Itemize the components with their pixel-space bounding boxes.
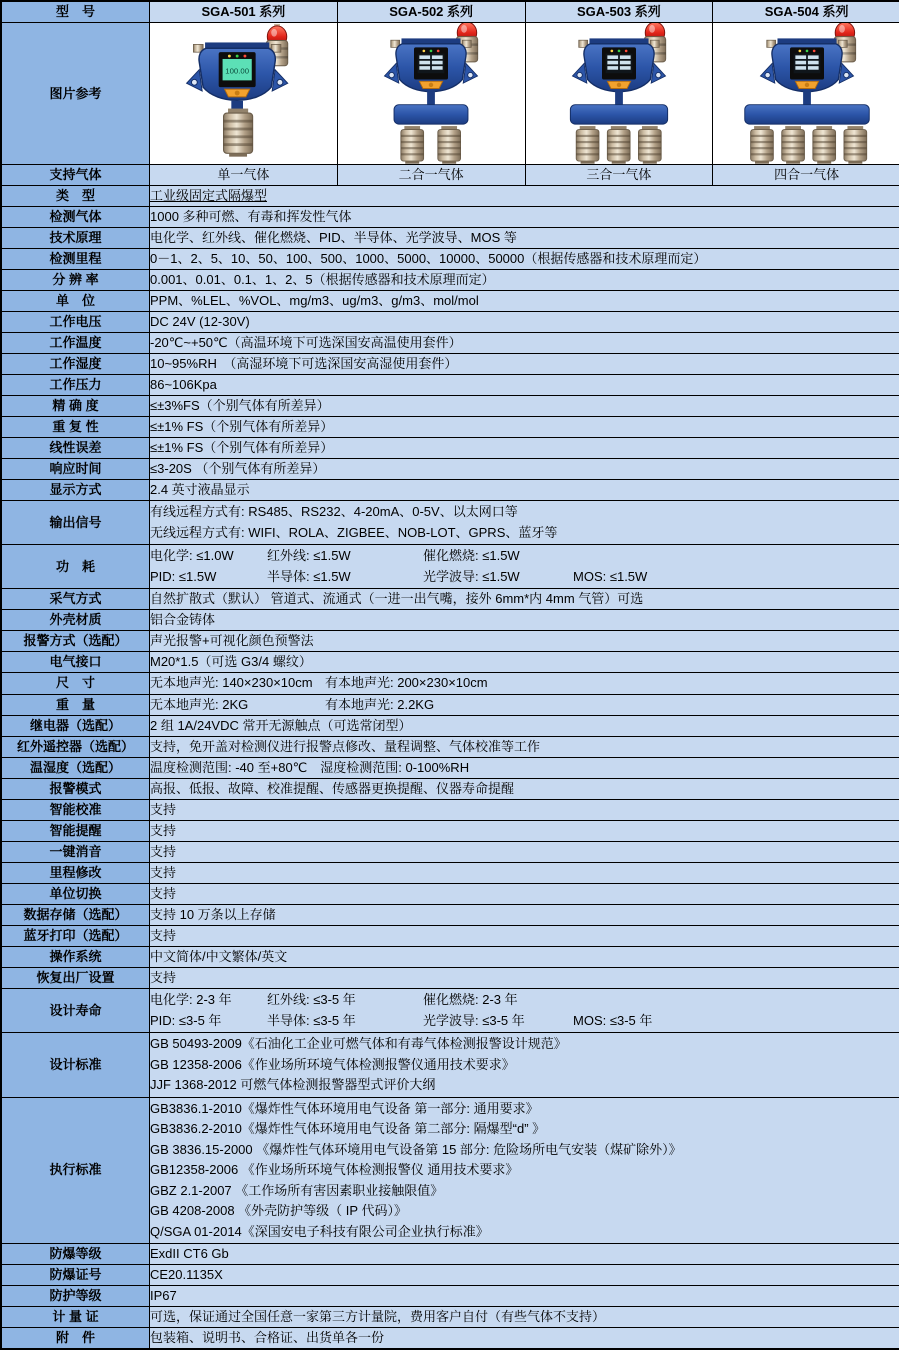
- spec-row: [2, 842, 899, 863]
- spec-row: [2, 186, 899, 207]
- supported-gas-row: [2, 165, 899, 186]
- spec-row: [2, 779, 899, 800]
- spec-value-text: 支持: [150, 970, 177, 985]
- spec-label: 恢复出厂设置: [2, 968, 150, 989]
- spec-label: 类 型: [2, 186, 150, 207]
- spec-label: 工作压力: [2, 375, 150, 396]
- spec-label: 工作电压: [2, 312, 150, 333]
- photo-cell-sga-503: [525, 23, 713, 165]
- spec-value-text: ExdII CT6 Gb: [150, 1246, 229, 1261]
- spec-value-text: 支持: [150, 886, 177, 901]
- spec-value-text: 自然扩散式（默认） 管道式、流通式（一进一出气嘴，接外 6mm*内 4mm 气管）可选: [150, 591, 644, 606]
- spec-label: 防爆证号: [2, 1265, 150, 1286]
- spec-value: [150, 1307, 899, 1328]
- spec-value: [150, 800, 899, 821]
- spec-row: [2, 333, 899, 354]
- spec-row: [2, 375, 899, 396]
- spec-row: [2, 884, 899, 905]
- spec-row: [2, 1328, 899, 1349]
- spec-row: [2, 652, 899, 673]
- spec-label: 重 复 性: [2, 417, 150, 438]
- spec-value-line: Q/SGA 01-2014《深国安电子科技有限公司企业执行标准》: [150, 1223, 489, 1239]
- spec-row: [2, 926, 899, 947]
- spec-value-item: PID: ≤1.5W: [150, 568, 217, 584]
- spec-label: 尺 寸: [2, 673, 150, 695]
- spec-row: [2, 589, 899, 610]
- spec-value: [150, 610, 899, 631]
- spec-row: [2, 1097, 899, 1244]
- spec-table: [1, 1, 899, 1349]
- spec-value-text: 支持，免开盖对检测仪进行报警点修改、量程调整、气体校准等工作: [150, 739, 541, 754]
- spec-value-line: GB 3836.15-2000 《爆炸性气体环境用电气设备第 15 部分: 危险场所电气安装（煤矿除外）》: [150, 1141, 682, 1157]
- spec-value: [150, 501, 899, 545]
- spec-row: [2, 863, 899, 884]
- spec-value: [150, 249, 899, 270]
- spec-value: [150, 589, 899, 610]
- spec-label: 防爆等级: [2, 1244, 150, 1265]
- spec-value-text: 0.001、0.01、0.1、1、2、5（根据传感器和技术原理而定）: [150, 272, 495, 287]
- spec-value-text: 工业级固定式隔爆型: [150, 188, 268, 203]
- spec-row: [2, 545, 899, 589]
- spec-row: [2, 1265, 899, 1286]
- spec-row: [2, 354, 899, 375]
- spec-value-text: -20℃~+50℃（高温环境下可选深国安高温使用套件）: [150, 335, 462, 350]
- spec-row: [2, 968, 899, 989]
- spec-label: 单位切换: [2, 884, 150, 905]
- spec-value-line: GB3836.1-2010《爆炸性气体环境用电气设备 第一部分: 通用要求》: [150, 1100, 539, 1116]
- spec-row: [2, 694, 899, 716]
- spec-value-text: 10~95%RH （高湿环境下可选深国安高湿使用套件）: [150, 356, 458, 371]
- spec-value-text: 铝合金铸体: [150, 612, 216, 627]
- spec-value-item: 无本地声光: 140×230×10cm: [150, 675, 313, 690]
- spec-value-text: 支持: [150, 865, 177, 880]
- spec-row: [2, 228, 899, 249]
- spec-label: 防护等级: [2, 1286, 150, 1307]
- spec-row: [2, 1286, 899, 1307]
- spec-row: [2, 947, 899, 968]
- spec-value-item: 催化燃烧: ≤1.5W: [423, 548, 520, 563]
- spec-value: [150, 694, 899, 716]
- spec-label: 分 辨 率: [2, 270, 150, 291]
- spec-value-line: GB12358-2006 《作业场所环境气体检测报警仪 通用技术要求》: [150, 1162, 519, 1177]
- spec-value: [150, 438, 899, 459]
- spec-label: 显示方式: [2, 480, 150, 501]
- spec-value-text: 支持: [150, 802, 177, 817]
- spec-row: [2, 249, 899, 270]
- device-image-sga-504: [714, 23, 899, 164]
- spec-label: 计 量 证: [2, 1307, 150, 1328]
- spec-row: [2, 480, 899, 501]
- spec-label: 蓝牙打印（选配）: [2, 926, 150, 947]
- spec-row: [2, 291, 899, 312]
- spec-label: 报警模式: [2, 779, 150, 800]
- spec-value-text: 电化学、红外线、催化燃烧、PID、半导体、光学波导、MOS 等: [150, 230, 517, 245]
- spec-label: 报警方式（选配）: [2, 631, 150, 652]
- spec-value-text: DC 24V (12-30V): [150, 314, 250, 329]
- spec-label: 里程修改: [2, 863, 150, 884]
- spec-row: [2, 1244, 899, 1265]
- model-header-sga-502: SGA-502 系列: [337, 2, 525, 23]
- spec-value-text: 0－1、2、5、10、50、100、500、1000、5000、10000、50000（根据传感器和技术原理而定）: [150, 251, 707, 266]
- spec-row: [2, 207, 899, 228]
- spec-value: [150, 863, 899, 884]
- spec-value: [150, 968, 899, 989]
- spec-value: [150, 270, 899, 291]
- spec-row: [2, 312, 899, 333]
- spec-label: 设计标准: [2, 1033, 150, 1098]
- spec-label: 继电器（选配）: [2, 716, 150, 737]
- spec-value-item: MOS: ≤1.5W: [573, 568, 648, 584]
- spec-row: [2, 1033, 899, 1098]
- spec-value: [150, 905, 899, 926]
- spec-value-line: GBZ 2.1-2007 《工作场所有害因素职业接触限值》: [150, 1182, 444, 1198]
- spec-value: [150, 207, 899, 228]
- spec-value-item: 有本地声光: 2.2KG: [325, 696, 435, 712]
- spec-row: [2, 438, 899, 459]
- spec-value: [150, 947, 899, 968]
- spec-value-item: PID: ≤3-5 年: [150, 1012, 222, 1028]
- model-row-label: 型 号: [2, 2, 150, 23]
- spec-value: [150, 758, 899, 779]
- spec-label: 数据存储（选配）: [2, 905, 150, 926]
- spec-row: [2, 631, 899, 652]
- spec-value-item: 红外线: ≤3-5 年: [267, 992, 356, 1007]
- spec-value: [150, 396, 899, 417]
- spec-value-text: 中文简体/中文繁体/英文: [150, 949, 288, 964]
- spec-value-item: 半导体: ≤1.5W: [267, 568, 351, 584]
- spec-label: 工作湿度: [2, 354, 150, 375]
- gas-value-sga-501: 单一气体: [150, 165, 338, 186]
- spec-row: [2, 417, 899, 438]
- spec-value-text: 高报、低报、故障、校准提醒、传感器更换提醒、仪器寿命提醒: [150, 781, 515, 796]
- device-image-sga-501: [150, 23, 336, 164]
- spec-label: 重 量: [2, 694, 150, 716]
- spec-value: [150, 354, 899, 375]
- spec-value: [150, 1244, 899, 1265]
- spec-value-text: 支持 10 万条以上存储: [150, 907, 276, 922]
- spec-value: [150, 1328, 899, 1349]
- spec-row: [2, 989, 899, 1033]
- spec-value: [150, 375, 899, 396]
- spec-value: [150, 631, 899, 652]
- spec-value-line: JJF 1368-2012 可燃气体检测报警器型式评价大纲: [150, 1077, 436, 1092]
- spec-label: 电气接口: [2, 652, 150, 673]
- spec-value-line: GB3836.2-2010《爆炸性气体环境用电气设备 第二部分: 隔爆型“d” 》: [150, 1121, 546, 1136]
- spec-label: 执行标准: [2, 1097, 150, 1244]
- spec-value: [150, 417, 899, 438]
- spec-value-text: 1000 多种可燃、有毒和挥发性气体: [150, 209, 352, 224]
- lcd-reading: 100.00: [225, 66, 250, 76]
- photo-cell-sga-502: [337, 23, 525, 165]
- spec-row: [2, 501, 899, 545]
- spec-label: 精 确 度: [2, 396, 150, 417]
- spec-value: [150, 673, 899, 695]
- spec-value-text: 支持: [150, 823, 177, 838]
- spec-value: [150, 545, 899, 589]
- spec-value: [150, 1286, 899, 1307]
- model-header-sga-503: SGA-503 系列: [525, 2, 713, 23]
- model-header-sga-501: SGA-501 系列: [150, 2, 338, 23]
- spec-label: 单 位: [2, 291, 150, 312]
- spec-label: 输出信号: [2, 501, 150, 545]
- spec-row: [2, 905, 899, 926]
- gas-value-sga-502: 二合一气体: [337, 165, 525, 186]
- spec-value-item: 半导体: ≤3-5 年: [267, 1012, 356, 1028]
- spec-label: 智能校准: [2, 800, 150, 821]
- spec-value-text: ≤±1% FS（个别气体有所差异）: [150, 440, 334, 455]
- spec-value-text: ≤3-20S （个别气体有所差异）: [150, 461, 326, 476]
- spec-value-text: ≤±3%FS（个别气体有所差异）: [150, 398, 330, 413]
- spec-value-line: GB 4208-2008 《外壳防护等级（ IP 代码）》: [150, 1203, 407, 1218]
- spec-value-item: 红外线: ≤1.5W: [267, 548, 351, 563]
- spec-row: [2, 396, 899, 417]
- model-header-sga-504: SGA-504 系列: [713, 2, 899, 23]
- spec-value: [150, 926, 899, 947]
- spec-value: [150, 291, 899, 312]
- spec-label: 智能提醒: [2, 821, 150, 842]
- spec-value: [150, 716, 899, 737]
- spec-value-text: ≤±1% FS（个别气体有所差异）: [150, 419, 334, 434]
- spec-label: 采气方式: [2, 589, 150, 610]
- spec-value-item: 光学波导: ≤3-5 年: [423, 1012, 525, 1028]
- spec-label: 线性误差: [2, 438, 150, 459]
- spec-label: 操作系统: [2, 947, 150, 968]
- spec-value-text: 包装箱、说明书、合格证、出货单各一份: [150, 1330, 385, 1345]
- spec-value: [150, 459, 899, 480]
- spec-value: [150, 333, 899, 354]
- spec-label: 技术原理: [2, 228, 150, 249]
- spec-value-item: 有本地声光: 200×230×10cm: [325, 675, 488, 690]
- spec-value-text: 温度检测范围: -40 至+80℃ 湿度检测范围: 0-100%RH: [150, 760, 470, 775]
- spec-value-item: 光学波导: ≤1.5W: [423, 568, 520, 584]
- spec-row: [2, 610, 899, 631]
- spec-value-item: 电化学: 2-3 年: [150, 992, 232, 1007]
- spec-value-item: 无本地声光: 2KG: [150, 696, 249, 712]
- spec-value-text: 支持: [150, 844, 177, 859]
- spec-value: [150, 228, 899, 249]
- spec-value: [150, 989, 899, 1033]
- gas-value-sga-504: 四合一气体: [713, 165, 899, 186]
- spec-row: [2, 758, 899, 779]
- spec-value: [150, 1033, 899, 1098]
- spec-value-line: 有线远程方式有: RS485、RS232、4-20mA、0-5V、以太网口等: [150, 504, 518, 519]
- photo-row-label: 图片参考: [2, 23, 150, 165]
- spec-value-item: 电化学: ≤1.0W: [150, 548, 234, 563]
- spec-value: [150, 737, 899, 758]
- gas-value-sga-503: 三合一气体: [525, 165, 713, 186]
- spec-label: 红外遥控器（选配）: [2, 737, 150, 758]
- spec-value: [150, 779, 899, 800]
- spec-label: 一键消音: [2, 842, 150, 863]
- spec-value-text: 2 组 1A/24VDC 常开无源触点（可选常闭型）: [150, 718, 412, 733]
- spec-value: [150, 1265, 899, 1286]
- spec-label: 检测里程: [2, 249, 150, 270]
- spec-label: 外壳材质: [2, 610, 150, 631]
- spec-row: [2, 821, 899, 842]
- photo-cell-sga-501: [150, 23, 338, 165]
- spec-label: 工作温度: [2, 333, 150, 354]
- spec-row: [2, 673, 899, 695]
- spec-value-text: 支持: [150, 928, 177, 943]
- spec-row: [2, 459, 899, 480]
- spec-value-text: IP67: [150, 1288, 177, 1303]
- spec-row: [2, 270, 899, 291]
- spec-value: [150, 186, 899, 207]
- spec-value: [150, 884, 899, 905]
- spec-label: 功 耗: [2, 545, 150, 589]
- spec-value: [150, 821, 899, 842]
- spec-row: [2, 1307, 899, 1328]
- header-row: [2, 2, 899, 23]
- spec-value-item: 催化燃烧: 2-3 年: [423, 992, 518, 1007]
- photo-cell-sga-504: [713, 23, 899, 165]
- spec-row: [2, 716, 899, 737]
- device-image-sga-503: [526, 23, 712, 164]
- spec-value-item: MOS: ≤3-5 年: [573, 1012, 653, 1028]
- spec-row: [2, 800, 899, 821]
- spec-label: 附 件: [2, 1328, 150, 1349]
- spec-value-text: CE20.1135X: [150, 1267, 223, 1282]
- spec-value: [150, 312, 899, 333]
- spec-value-text: 2.4 英寸液晶显示: [150, 482, 250, 497]
- spec-label: 设计寿命: [2, 989, 150, 1033]
- spec-value-line: GB 12358-2006《作业场所环境气体检测报警仪通用技术要求》: [150, 1056, 515, 1072]
- photo-row: [2, 23, 899, 165]
- spec-value-text: 86~106Kpa: [150, 377, 217, 392]
- spec-value-text: 可选，保证通过全国任意一家第三方计量院，费用客户自付（有些气体不支持）: [150, 1309, 606, 1324]
- spec-label: 检测气体: [2, 207, 150, 228]
- spec-value-line: GB 50493-2009《石油化工企业可燃气体和有毒气体检测报警设计规范》: [150, 1036, 567, 1051]
- spec-value: [150, 1097, 899, 1244]
- spec-value-line: 无线远程方式有: WIFI、ROLA、ZIGBEE、NOB-LOT、GPRS、蓝牙等: [150, 524, 558, 540]
- spec-value-text: M20*1.5（可选 G3/4 螺纹）: [150, 654, 312, 669]
- supported-gas-label: 支持气体: [2, 165, 150, 186]
- spec-value-text: 声光报警+可视化颜色预警法: [150, 633, 314, 648]
- spec-value: [150, 480, 899, 501]
- spec-row: [2, 737, 899, 758]
- device-image-sga-502: [338, 23, 524, 164]
- spec-label: 响应时间: [2, 459, 150, 480]
- spec-value-text: PPM、%LEL、%VOL、mg/m3、ug/m3、g/m3、mol/mol: [150, 293, 479, 308]
- spec-label: 温湿度（选配）: [2, 758, 150, 779]
- spec-value: [150, 842, 899, 863]
- spec-value: [150, 652, 899, 673]
